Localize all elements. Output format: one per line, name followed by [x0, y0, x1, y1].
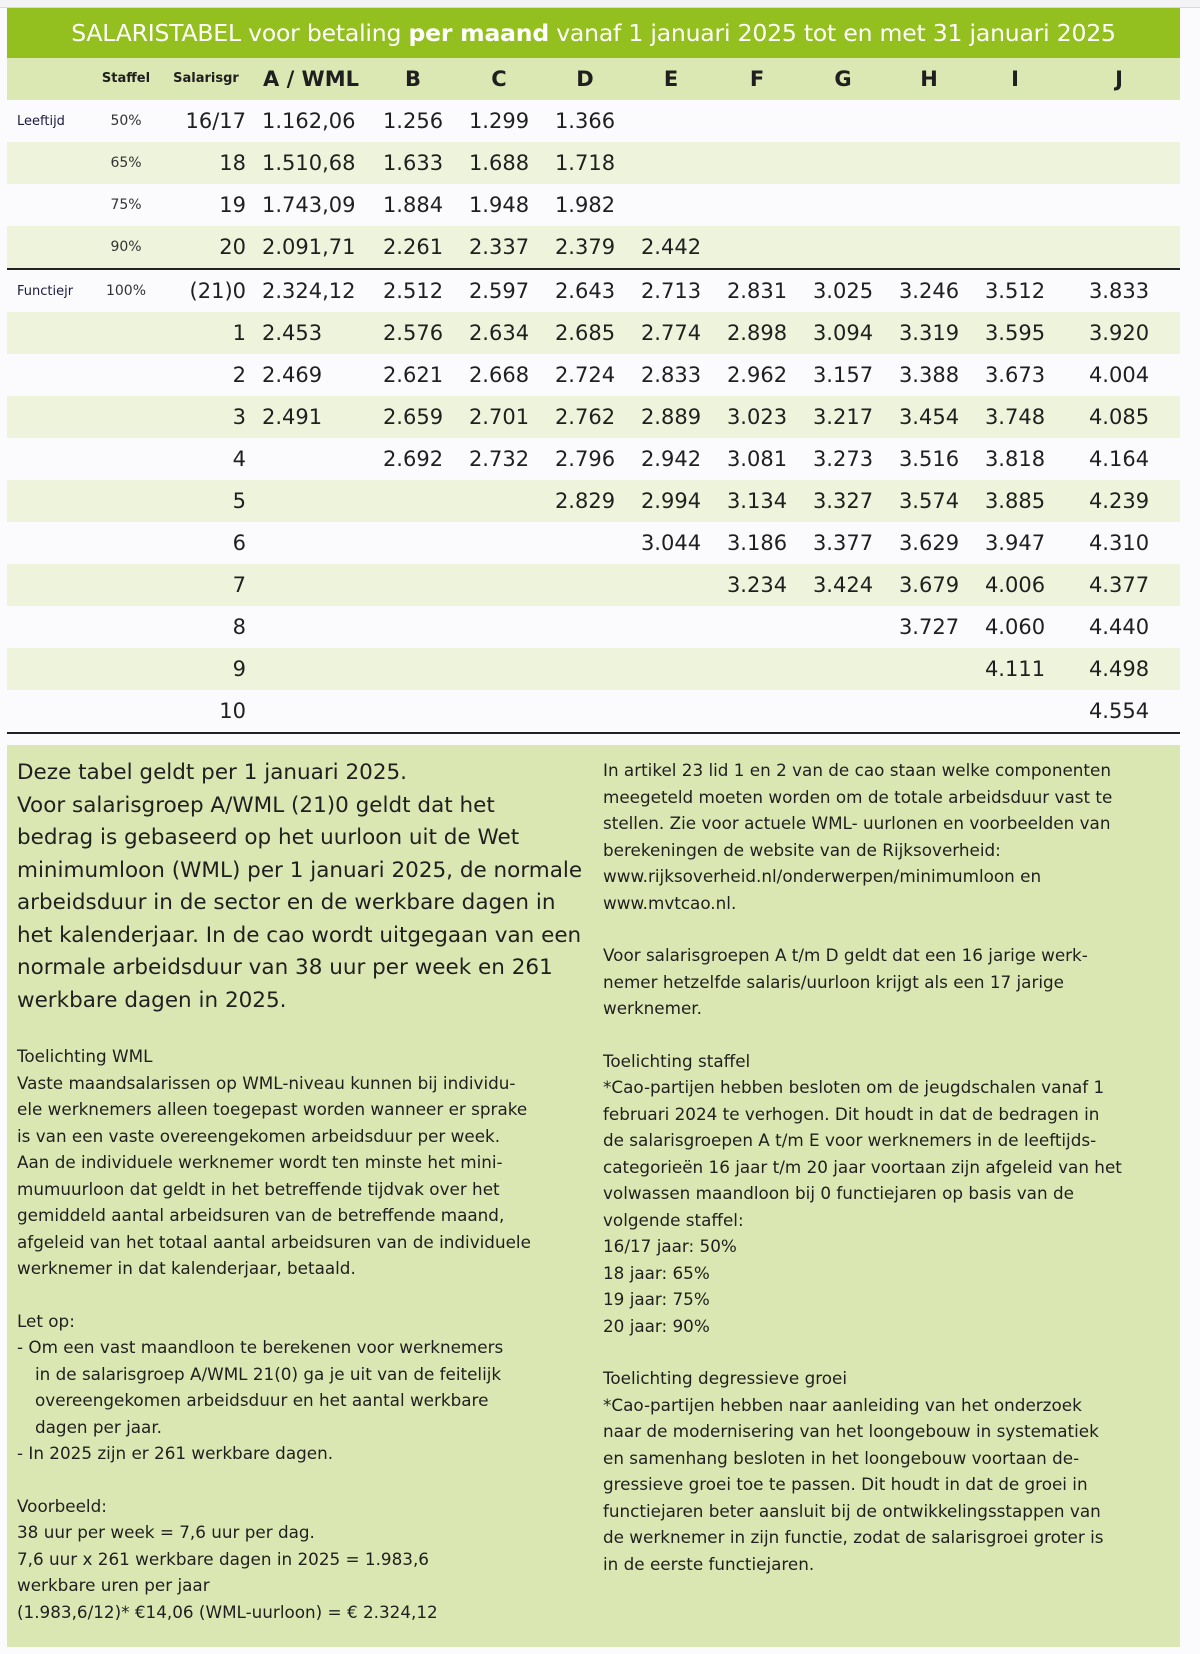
- salarisgr-cell: (21)0: [160, 269, 252, 312]
- salary-cell: 4.060: [972, 606, 1058, 648]
- header-empty: [7, 58, 92, 100]
- staffel-cell: [92, 480, 160, 522]
- salary-table: [7, 58, 1180, 734]
- text-line: - In 2025 zijn er 261 werkbare dagen.: [17, 1443, 334, 1463]
- text-line: stellen. Zie voor actuele WML- uurlonen en voorbeelden van: [603, 813, 1111, 833]
- salary-cell: 1.884: [370, 184, 456, 226]
- salary-cell: 2.962: [714, 354, 800, 396]
- salary-cell: [252, 606, 370, 648]
- salary-cell: [252, 690, 370, 733]
- staffel-cell: [92, 606, 160, 648]
- salary-cell: 3.748: [972, 396, 1058, 438]
- text-line: www.rijksoverheid.nl/onderwerpen/minimumloon en: [603, 866, 1042, 886]
- text-line: dagen per jaar.: [35, 1416, 163, 1437]
- table-row: [7, 142, 1180, 184]
- text-line: afgeleid van het totaal aantal arbeidsuren van de individuele: [17, 1231, 531, 1252]
- salary-cell: 3.134: [714, 480, 800, 522]
- salary-cell: 3.512: [972, 269, 1058, 312]
- salary-cell: [370, 522, 456, 564]
- salary-cell: 3.516: [886, 438, 972, 480]
- salary-cell: [714, 100, 800, 142]
- salary-cell: 2.692: [370, 438, 456, 480]
- salary-cell: [628, 184, 714, 226]
- page-top-border: [0, 0, 1200, 8]
- text-line: en samenhang besloten in het loongebouw voortaan de-: [603, 1447, 1080, 1468]
- salary-cell: [456, 648, 542, 690]
- table-row: [7, 354, 1180, 396]
- text-line: (1.983,6/12)* €14,06 (WML-uurloon) = € 2.324,12: [17, 1601, 438, 1622]
- salary-cell: [628, 690, 714, 733]
- text-line: 38 uur per week = 7,6 uur per dag.: [17, 1522, 315, 1542]
- text-line: naar de modernisering van het loongebouw in systematiek: [603, 1421, 1099, 1441]
- text-line: meegeteld moeten worden om de totale arbeidsduur vast te: [603, 786, 1113, 807]
- salary-cell: [714, 142, 800, 184]
- voorbeeld-text: [17, 1519, 587, 1625]
- salary-cell: [1058, 184, 1180, 226]
- title-text-bold: per maand: [408, 19, 549, 47]
- table-row: [7, 226, 1180, 269]
- letop-title: Let op:: [17, 1310, 75, 1331]
- wml-title: Toelichting WML: [17, 1046, 153, 1066]
- salary-cell: [628, 648, 714, 690]
- salary-cell: 2.685: [542, 312, 628, 354]
- salary-cell: 2.796: [542, 438, 628, 480]
- salary-cell: [886, 100, 972, 142]
- salary-cell: [456, 564, 542, 606]
- salary-cell: [800, 606, 886, 648]
- salary-cell: [714, 690, 800, 733]
- salary-cell: 2.829: [542, 480, 628, 522]
- salary-cell: 2.833: [628, 354, 714, 396]
- text-line: *Cao-partijen hebben naar aanleiding van het onderzoek: [603, 1394, 1082, 1415]
- salary-cell: [542, 690, 628, 733]
- row-label: [7, 184, 92, 226]
- salary-cell: 2.659: [370, 396, 456, 438]
- salary-cell: 2.898: [714, 312, 800, 354]
- salarisgr-cell: 10: [160, 690, 252, 733]
- salary-cell: 4.164: [1058, 438, 1180, 480]
- salary-cell: 2.091,71: [252, 226, 370, 269]
- salary-cell: 2.337: [456, 226, 542, 269]
- salary-cell: [252, 564, 370, 606]
- text-line: functiejaren beter aansluit bij de ontwikkelingsstappen van: [603, 1500, 1101, 1521]
- staffel-cell: 75%: [92, 184, 160, 226]
- salary-cell: 2.713: [628, 269, 714, 312]
- salary-cell: [1058, 226, 1180, 269]
- salarisgr-cell: 20: [160, 226, 252, 269]
- header-group: G: [800, 58, 886, 100]
- header-group: E: [628, 58, 714, 100]
- title-text-end: vanaf 1 januari 2025 tot en met 31 januari 2025: [548, 19, 1116, 47]
- salary-cell: 3.044: [628, 522, 714, 564]
- table-title: [7, 8, 1180, 58]
- text-line: is van een vaste overeengekomen arbeidsduur per week.: [17, 1125, 501, 1146]
- salary-cell: 3.595: [972, 312, 1058, 354]
- salary-cell: [628, 564, 714, 606]
- row-label: [7, 648, 92, 690]
- salary-cell: [1058, 142, 1180, 184]
- salary-cell: 4.440: [1058, 606, 1180, 648]
- salarisgr-cell: 5: [160, 480, 252, 522]
- salary-cell: 3.885: [972, 480, 1058, 522]
- table-row: [7, 480, 1180, 522]
- salary-cell: 2.379: [542, 226, 628, 269]
- wml-text: [17, 1070, 587, 1282]
- salary-cell: 3.388: [886, 354, 972, 396]
- salary-cell: 4.310: [1058, 522, 1180, 564]
- salary-cell: 4.498: [1058, 648, 1180, 690]
- salary-cell: [370, 606, 456, 648]
- text-line: Deze tabel geldt per 1 januari 2025.: [17, 760, 408, 785]
- salary-cell: 1.718: [542, 142, 628, 184]
- text-line: werknemer.: [603, 998, 702, 1018]
- header-group: A / WML: [252, 58, 370, 100]
- notes-left-column: [17, 757, 587, 1625]
- table-row: [7, 438, 1180, 480]
- salary-cell: 4.377: [1058, 564, 1180, 606]
- salary-cell: [252, 480, 370, 522]
- intro-text: [17, 757, 587, 1017]
- salary-cell: [972, 100, 1058, 142]
- salary-cell: 3.327: [800, 480, 886, 522]
- text-line: gemiddeld aantal arbeidsuren van de betreffende maand,: [17, 1205, 505, 1225]
- header-group: C: [456, 58, 542, 100]
- salary-cell: 2.762: [542, 396, 628, 438]
- salary-cell: [714, 226, 800, 269]
- row-label: [7, 142, 92, 184]
- table-row: [7, 100, 1180, 142]
- text-line: berekeningen de website van de Rijksoverheid:: [603, 839, 1001, 860]
- salary-cell: 1.299: [456, 100, 542, 142]
- text-line: februari 2024 te verhogen. Dit houdt in dat de bedragen in: [603, 1103, 1100, 1124]
- salary-cell: [972, 142, 1058, 184]
- salary-cell: 3.833: [1058, 269, 1180, 312]
- table-header-row: [7, 58, 1180, 100]
- salary-cell: 1.982: [542, 184, 628, 226]
- table-row: [7, 522, 1180, 564]
- text-line: www.mvtcao.nl.: [603, 892, 737, 913]
- salary-cell: 2.831: [714, 269, 800, 312]
- salary-cell: 3.727: [886, 606, 972, 648]
- salary-cell: 3.025: [800, 269, 886, 312]
- salary-cell: [370, 564, 456, 606]
- notes-panel: [7, 745, 1180, 1647]
- text-line: bedrag is gebaseerd op het uurloon uit de Wet: [17, 825, 520, 850]
- header-staffel: Staffel: [92, 58, 160, 100]
- jarige-text: [603, 942, 1173, 1022]
- salary-cell: 1.633: [370, 142, 456, 184]
- salary-cell: 3.186: [714, 522, 800, 564]
- salary-cell: 2.324,12: [252, 269, 370, 312]
- salary-cell: 4.004: [1058, 354, 1180, 396]
- staffel-cell: 50%: [92, 100, 160, 142]
- header-group: B: [370, 58, 456, 100]
- text-line: ele werknemers alleen toegepast worden wanneer er sprake: [17, 1099, 528, 1119]
- salary-cell: 1.256: [370, 100, 456, 142]
- text-line: volgende staffel:: [603, 1209, 744, 1230]
- salary-cell: 3.246: [886, 269, 972, 312]
- salary-cell: [370, 690, 456, 733]
- text-line: in de eerste functiejaren.: [603, 1553, 815, 1574]
- salary-cell: 2.643: [542, 269, 628, 312]
- salarisgr-cell: 2: [160, 354, 252, 396]
- salary-cell: [252, 438, 370, 480]
- salary-cell: [370, 648, 456, 690]
- salary-cell: 2.453: [252, 312, 370, 354]
- row-label: [7, 312, 92, 354]
- salary-cell: 1.743,09: [252, 184, 370, 226]
- row-label: [7, 396, 92, 438]
- row-label: [7, 480, 92, 522]
- salary-cell: 2.994: [628, 480, 714, 522]
- salary-cell: [714, 648, 800, 690]
- text-line: arbeidsduur in de sector en de werkbare dagen in: [17, 890, 556, 915]
- salary-cell: 3.157: [800, 354, 886, 396]
- salary-cell: 2.732: [456, 438, 542, 480]
- table-body: [7, 100, 1180, 733]
- staffel-cell: [92, 312, 160, 354]
- text-line: volwassen maandloon bij 0 functiejaren op basis van de: [603, 1183, 1074, 1203]
- salary-cell: 2.634: [456, 312, 542, 354]
- salary-cell: 2.621: [370, 354, 456, 396]
- staffel-cell: [92, 690, 160, 733]
- salary-cell: 3.920: [1058, 312, 1180, 354]
- salary-cell: 2.724: [542, 354, 628, 396]
- row-label: [7, 354, 92, 396]
- salary-cell: 3.377: [800, 522, 886, 564]
- salary-cell: [800, 690, 886, 733]
- salary-cell: 4.006: [972, 564, 1058, 606]
- staffel-cell: [92, 564, 160, 606]
- salarisgr-cell: 4: [160, 438, 252, 480]
- salary-cell: 2.576: [370, 312, 456, 354]
- salary-cell: 4.239: [1058, 480, 1180, 522]
- salary-cell: [628, 142, 714, 184]
- salary-cell: 2.469: [252, 354, 370, 396]
- salary-cell: [886, 648, 972, 690]
- salary-cell: [456, 606, 542, 648]
- text-line: werkbare uren per jaar: [17, 1575, 210, 1595]
- salary-cell: [714, 606, 800, 648]
- salary-cell: [370, 480, 456, 522]
- table-row: [7, 648, 1180, 690]
- salary-cell: 3.094: [800, 312, 886, 354]
- staffel-cell: [92, 438, 160, 480]
- text-line: Voor salarisgroep A/WML (21)0 geldt dat het: [17, 792, 495, 818]
- row-label: Functiejr: [7, 269, 92, 312]
- salary-cell: 2.774: [628, 312, 714, 354]
- salary-cell: 3.673: [972, 354, 1058, 396]
- salary-cell: 2.701: [456, 396, 542, 438]
- text-line: 7,6 uur x 261 werkbare dagen in 2025 = 1.983,6: [17, 1548, 429, 1569]
- header-group: I: [972, 58, 1058, 100]
- table-row: [7, 184, 1180, 226]
- staffel-cell: [92, 354, 160, 396]
- salarisgr-cell: 7: [160, 564, 252, 606]
- text-line: Vaste maandsalarissen op WML-niveau kunnen bij individu-: [17, 1072, 516, 1093]
- salary-cell: [714, 184, 800, 226]
- text-line: overeengekomen arbeidsduur en het aantal werkbare: [35, 1390, 489, 1410]
- staffel-cell: 100%: [92, 269, 160, 312]
- salarisgr-cell: 3: [160, 396, 252, 438]
- text-line: in de salarisgroep A/WML 21(0) ga je uit van de feitelijk: [35, 1363, 502, 1384]
- salary-cell: 3.273: [800, 438, 886, 480]
- salary-cell: 3.629: [886, 522, 972, 564]
- salary-cell: 2.261: [370, 226, 456, 269]
- header-salarisgr: Salarisgr: [160, 58, 252, 100]
- text-line: *Cao-partijen hebben besloten om de jeugdschalen vanaf 1: [603, 1077, 1105, 1097]
- salary-cell: [542, 522, 628, 564]
- salary-cell: 3.217: [800, 396, 886, 438]
- salary-cell: [886, 690, 972, 733]
- salary-cell: [800, 184, 886, 226]
- degressief-text: [603, 1392, 1173, 1578]
- salarisgr-cell: 8: [160, 606, 252, 648]
- salary-cell: 3.319: [886, 312, 972, 354]
- salary-cell: 3.574: [886, 480, 972, 522]
- salarisgr-cell: 18: [160, 142, 252, 184]
- text-line: gressieve groei toe te passen. Dit houdt in dat de groei in: [603, 1474, 1088, 1494]
- salary-cell: [628, 100, 714, 142]
- salary-cell: 4.554: [1058, 690, 1180, 733]
- text-line: 18 jaar: 65%: [603, 1262, 710, 1283]
- header-group: H: [886, 58, 972, 100]
- row-label: Leeftijd: [7, 100, 92, 142]
- text-line: de werknemer in zijn functie, zodat de salarisgroei groter is: [603, 1527, 1104, 1547]
- degressief-title: Toelichting degressieve groei: [603, 1368, 848, 1388]
- salary-cell: 2.442: [628, 226, 714, 269]
- salary-cell: 2.889: [628, 396, 714, 438]
- salary-cell: 1.948: [456, 184, 542, 226]
- title-text-start: SALARISTABEL voor betaling: [71, 19, 409, 47]
- text-line: minimumloon (WML) per 1 januari 2025, de normale: [17, 857, 583, 883]
- text-line: Aan de individuele werknemer wordt ten minste het mini-: [17, 1152, 503, 1172]
- salary-cell: [542, 606, 628, 648]
- salarisgr-cell: 6: [160, 522, 252, 564]
- text-line: nemer hetzelfde salaris/uurloon krijgt als een 17 jarige: [603, 971, 1065, 992]
- table-row: [7, 564, 1180, 606]
- salary-cell: [456, 522, 542, 564]
- salary-cell: 1.366: [542, 100, 628, 142]
- salary-cell: 2.942: [628, 438, 714, 480]
- voorbeeld-title: Voorbeeld:: [17, 1495, 107, 1516]
- row-label: [7, 606, 92, 648]
- staffel-cell: 90%: [92, 226, 160, 269]
- artikel-text: [603, 757, 1173, 916]
- salary-cell: [252, 648, 370, 690]
- salary-cell: 1.510,68: [252, 142, 370, 184]
- salary-cell: 3.424: [800, 564, 886, 606]
- text-line: de salarisgroepen A t/m E voor werknemers in de leeftijds-: [603, 1130, 1097, 1150]
- staffel-cell: [92, 648, 160, 690]
- salary-cell: [542, 648, 628, 690]
- text-line: mumuurloon dat geldt in het betreffende tijdvak over het: [17, 1178, 500, 1199]
- text-line: - Om een vast maandloon te berekenen voor werknemers: [17, 1337, 504, 1357]
- salary-cell: [800, 142, 886, 184]
- table-row: [7, 396, 1180, 438]
- salary-cell: 2.597: [456, 269, 542, 312]
- salary-cell: 3.023: [714, 396, 800, 438]
- text-line: werknemer in dat kalenderjaar, betaald.: [17, 1258, 356, 1278]
- salarisgr-cell: 16/17: [160, 100, 252, 142]
- staffel-cell: [92, 396, 160, 438]
- salary-cell: [972, 184, 1058, 226]
- salary-cell: [886, 142, 972, 184]
- header-group: F: [714, 58, 800, 100]
- staffel-title: Toelichting staffel: [603, 1050, 751, 1071]
- salary-cell: [628, 606, 714, 648]
- salary-cell: [456, 480, 542, 522]
- header-group: D: [542, 58, 628, 100]
- salary-cell: 3.818: [972, 438, 1058, 480]
- salary-cell: [886, 184, 972, 226]
- salary-cell: 3.679: [886, 564, 972, 606]
- salary-cell: 3.081: [714, 438, 800, 480]
- salarisgr-cell: 19: [160, 184, 252, 226]
- salary-cell: [252, 522, 370, 564]
- salary-cell: 1.162,06: [252, 100, 370, 142]
- text-line: 20 jaar: 90%: [603, 1315, 710, 1336]
- row-label: [7, 690, 92, 733]
- salary-cell: 2.668: [456, 354, 542, 396]
- salary-cell: 3.454: [886, 396, 972, 438]
- text-line: werkbare dagen in 2025.: [17, 987, 287, 1013]
- letop-text: [17, 1334, 587, 1467]
- text-line: 16/17 jaar: 50%: [603, 1236, 737, 1256]
- salary-cell: 4.085: [1058, 396, 1180, 438]
- salary-cell: 2.512: [370, 269, 456, 312]
- table-row: [7, 269, 1180, 312]
- text-line: het kalenderjaar. In de cao wordt uitgegaan van een: [17, 922, 582, 948]
- salarisgr-cell: 1: [160, 312, 252, 354]
- salary-cell: [972, 226, 1058, 269]
- staffel-text: [603, 1074, 1173, 1339]
- salary-cell: 1.688: [456, 142, 542, 184]
- text-line: In artikel 23 lid 1 en 2 van de cao staan welke componenten: [603, 760, 1111, 780]
- salary-cell: [1058, 100, 1180, 142]
- text-line: 19 jaar: 75%: [603, 1289, 710, 1309]
- salary-cell: 3.234: [714, 564, 800, 606]
- table-row: [7, 606, 1180, 648]
- staffel-cell: [92, 522, 160, 564]
- row-label: [7, 564, 92, 606]
- salary-cell: [542, 564, 628, 606]
- salary-cell: [800, 648, 886, 690]
- header-group: J: [1058, 58, 1180, 100]
- salary-cell: 4.111: [972, 648, 1058, 690]
- salary-cell: [972, 690, 1058, 733]
- row-label: [7, 226, 92, 269]
- salary-cell: 3.947: [972, 522, 1058, 564]
- row-label: [7, 438, 92, 480]
- staffel-cell: 65%: [92, 142, 160, 184]
- salary-cell: 2.491: [252, 396, 370, 438]
- notes-right-column: [603, 757, 1173, 1577]
- salarisgr-cell: 9: [160, 648, 252, 690]
- row-label: [7, 522, 92, 564]
- text-line: Voor salarisgroepen A t/m D geldt dat een 16 jarige werk-: [603, 945, 1088, 965]
- table-row: [7, 690, 1180, 733]
- salary-cell: [800, 226, 886, 269]
- text-line: normale arbeidsduur van 38 uur per week en 261: [17, 955, 553, 980]
- salary-cell: [886, 226, 972, 269]
- table-row: [7, 312, 1180, 354]
- text-line: categorieën 16 jaar t/m 20 jaar voortaan zijn afgeleid van het: [603, 1156, 1122, 1177]
- salary-cell: [456, 690, 542, 733]
- salary-cell: [800, 100, 886, 142]
